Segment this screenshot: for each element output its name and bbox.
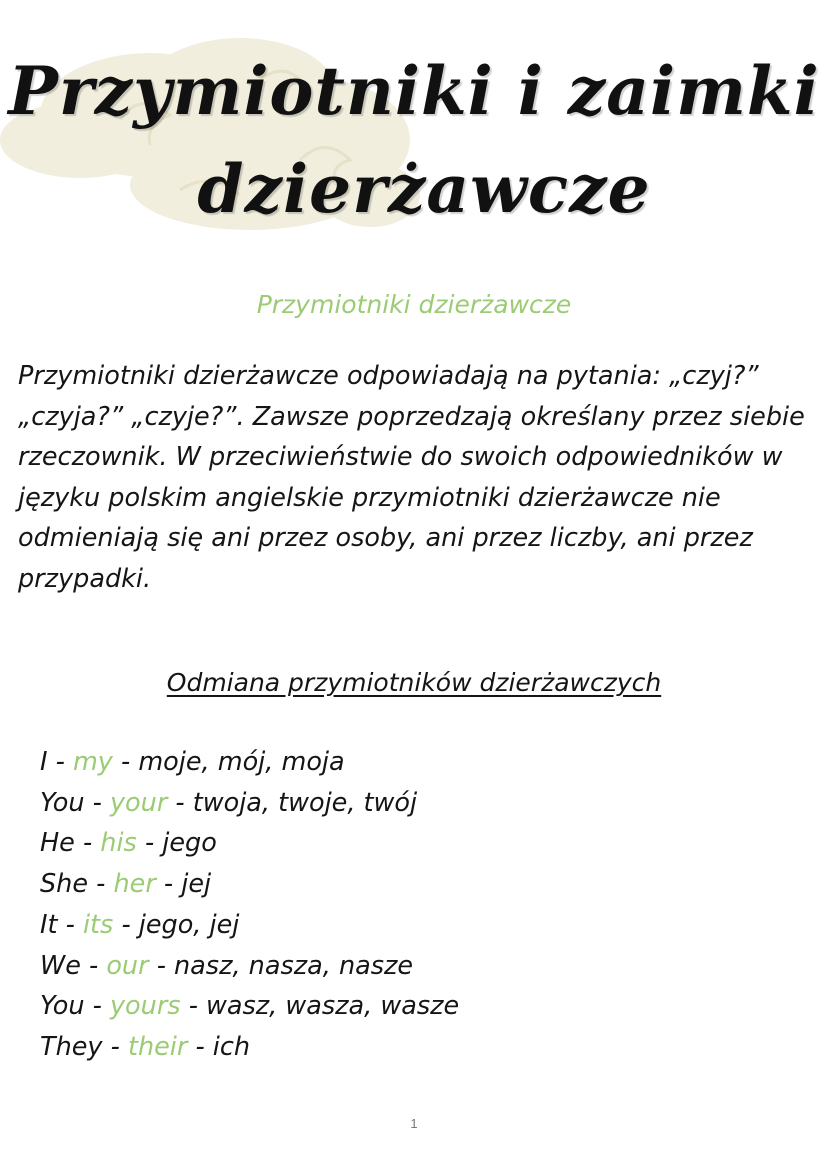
pronoun-list — [40, 742, 459, 1068]
separator: - — [195, 1031, 205, 1062]
intro-paragraph: Przymiotniki dzierżawcze odpowiadają na pytania: „czyj?” „czyja?” „czyje?”. Zawsze poprzedzają określany przez siebie rzeczownik. W przeciwieństwie do swoich odpowiedników w języku polskim angielskie przymiotniki dzierżawcze nie odmieniają się ani przez osoby, ani przez liczby, ani przez przypadki. — [18, 361, 805, 594]
possessive-adjective: our — [106, 950, 149, 981]
separator: - — [144, 828, 155, 859]
list-item — [40, 1027, 459, 1068]
separator: - — [175, 787, 185, 818]
pronoun: You — [40, 991, 85, 1022]
page-title — [0, 42, 828, 238]
translation: moje, mój, moja — [138, 747, 345, 777]
separator: - — [55, 747, 65, 777]
separator: - — [121, 909, 131, 940]
possessive-adjective: your — [109, 787, 168, 818]
separator: - — [188, 991, 198, 1022]
separator: - — [65, 909, 75, 940]
list-item — [40, 783, 459, 824]
possessive-adjective: their — [127, 1031, 188, 1062]
page-number: 1 — [410, 1116, 418, 1131]
list-item — [40, 823, 459, 864]
list-item — [40, 742, 459, 783]
possessive-adjective: his — [100, 828, 137, 859]
separator: - — [89, 950, 99, 981]
title-line-2: dzierżawcze — [197, 150, 651, 228]
list-item — [40, 905, 459, 946]
pronoun: It — [40, 909, 58, 940]
separator: - — [156, 950, 166, 981]
pronoun: He — [40, 828, 75, 859]
pronoun: She — [40, 869, 89, 900]
separator: - — [121, 747, 131, 777]
possessive-adjective: its — [82, 909, 114, 940]
possessive-adjective: my — [72, 747, 113, 777]
separator: - — [82, 828, 93, 859]
translation: twoja, twoje, twój — [192, 787, 418, 818]
pronoun: You — [40, 787, 85, 818]
translation: nasz, nasza, nasze — [174, 950, 414, 981]
translation: jej — [181, 869, 212, 900]
translation: jego — [162, 828, 217, 859]
list-item — [40, 986, 459, 1027]
translation: wasz, wasza, wasze — [206, 991, 460, 1022]
separator: - — [163, 869, 174, 900]
possessive-adjective: yours — [109, 991, 181, 1022]
pronoun: We — [40, 950, 81, 981]
declension-heading: Odmiana przymiotników dzierżawczych — [166, 668, 662, 697]
section-subtitle: Przymiotniki dzierżawcze — [256, 290, 572, 319]
title-line-1: Przymiotniki i zaimki — [8, 52, 820, 130]
possessive-adjective: her — [113, 869, 156, 900]
separator: - — [110, 1031, 120, 1062]
separator: - — [92, 991, 102, 1022]
translation: jego, jej — [138, 909, 240, 940]
translation: ich — [212, 1031, 251, 1062]
separator: - — [92, 787, 102, 818]
pronoun: I — [40, 747, 48, 777]
pronoun: They — [40, 1031, 103, 1062]
separator: - — [96, 869, 106, 900]
list-item — [40, 864, 459, 905]
list-item — [40, 946, 459, 987]
